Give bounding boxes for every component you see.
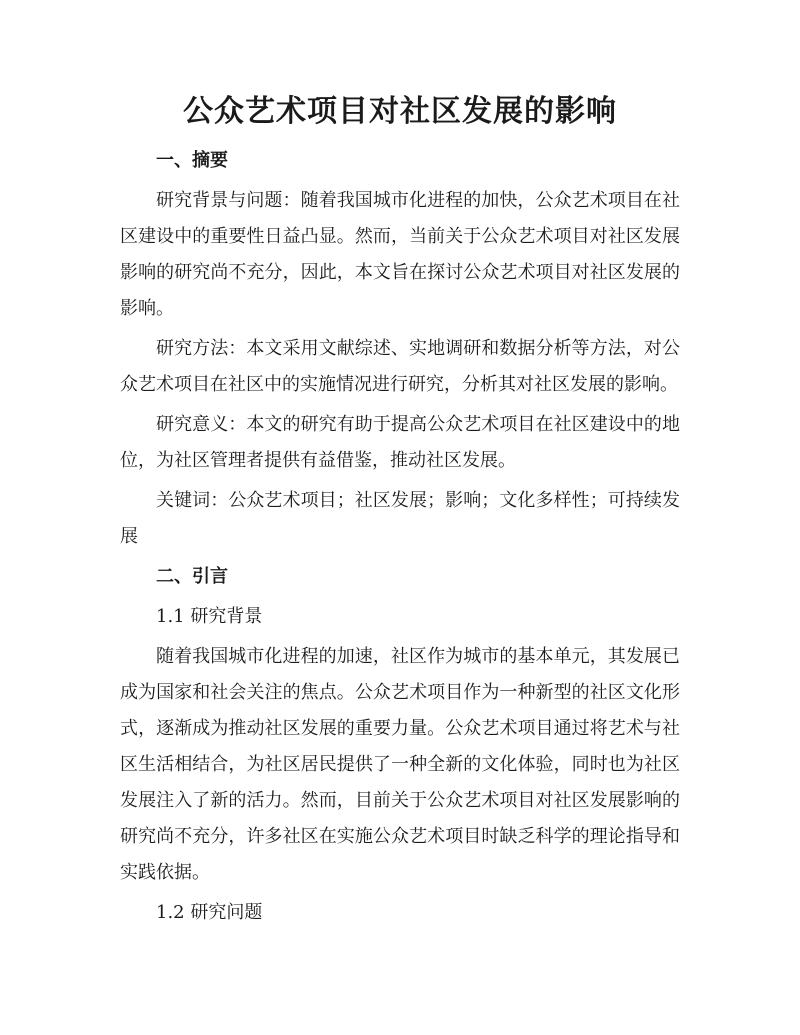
- abstract-paragraph-significance: 研究意义：本文的研究有助于提高公众艺术项目在社区建设中的地位，为社区管理者提供有益借鉴，推动社区发展。: [120, 414, 680, 471]
- abstract-paragraph-method: 研究方法：本文采用文献综述、实地调研和数据分析等方法，对公众艺术项目在社区中的实施情况进行研究，分析其对社区发展的影响。: [120, 338, 680, 395]
- introduction-paragraph: 随着我国城市化进程的加速，社区作为城市的基本单元，其发展已成为国家和社会关注的焦点。公众艺术项目作为一种新型的社区文化形式，逐渐成为推动社区发展的重要力量。公众艺术项目通过将艺术与社区生活相结合，为社区居民提供了一种全新的文化体验，同时也为社区发展注入了新的活力。然而，目前关于公众艺术项目对社区发展影响的研究尚不充分，许多社区在实施公众艺术项目时缺乏科学的理论指导和实践依据。: [120, 646, 680, 883]
- document-body: [120, 143, 680, 931]
- section-heading-introduction: 二、引言: [156, 566, 228, 587]
- document-title: 公众艺术项目对社区发展的影响: [183, 94, 617, 129]
- abstract-paragraph-background: 研究背景与问题：随着我国城市化进程的加快，公众艺术项目在社区建设中的重要性日益凸显。然而，当前关于公众艺术项目对社区发展影响的研究尚不充分，因此，本文旨在探讨公众艺术项目对社区发展的影响。: [120, 190, 680, 319]
- subsection-heading-research-background: 1.1 研究背景: [156, 606, 263, 627]
- section-heading-abstract: 一、摘要: [156, 150, 228, 171]
- keywords-paragraph: 关键词：公众艺术项目；社区发展；影响；文化多样性；可持续发展: [120, 490, 680, 547]
- subsection-heading-research-question: 1.2 研究问题: [156, 902, 263, 923]
